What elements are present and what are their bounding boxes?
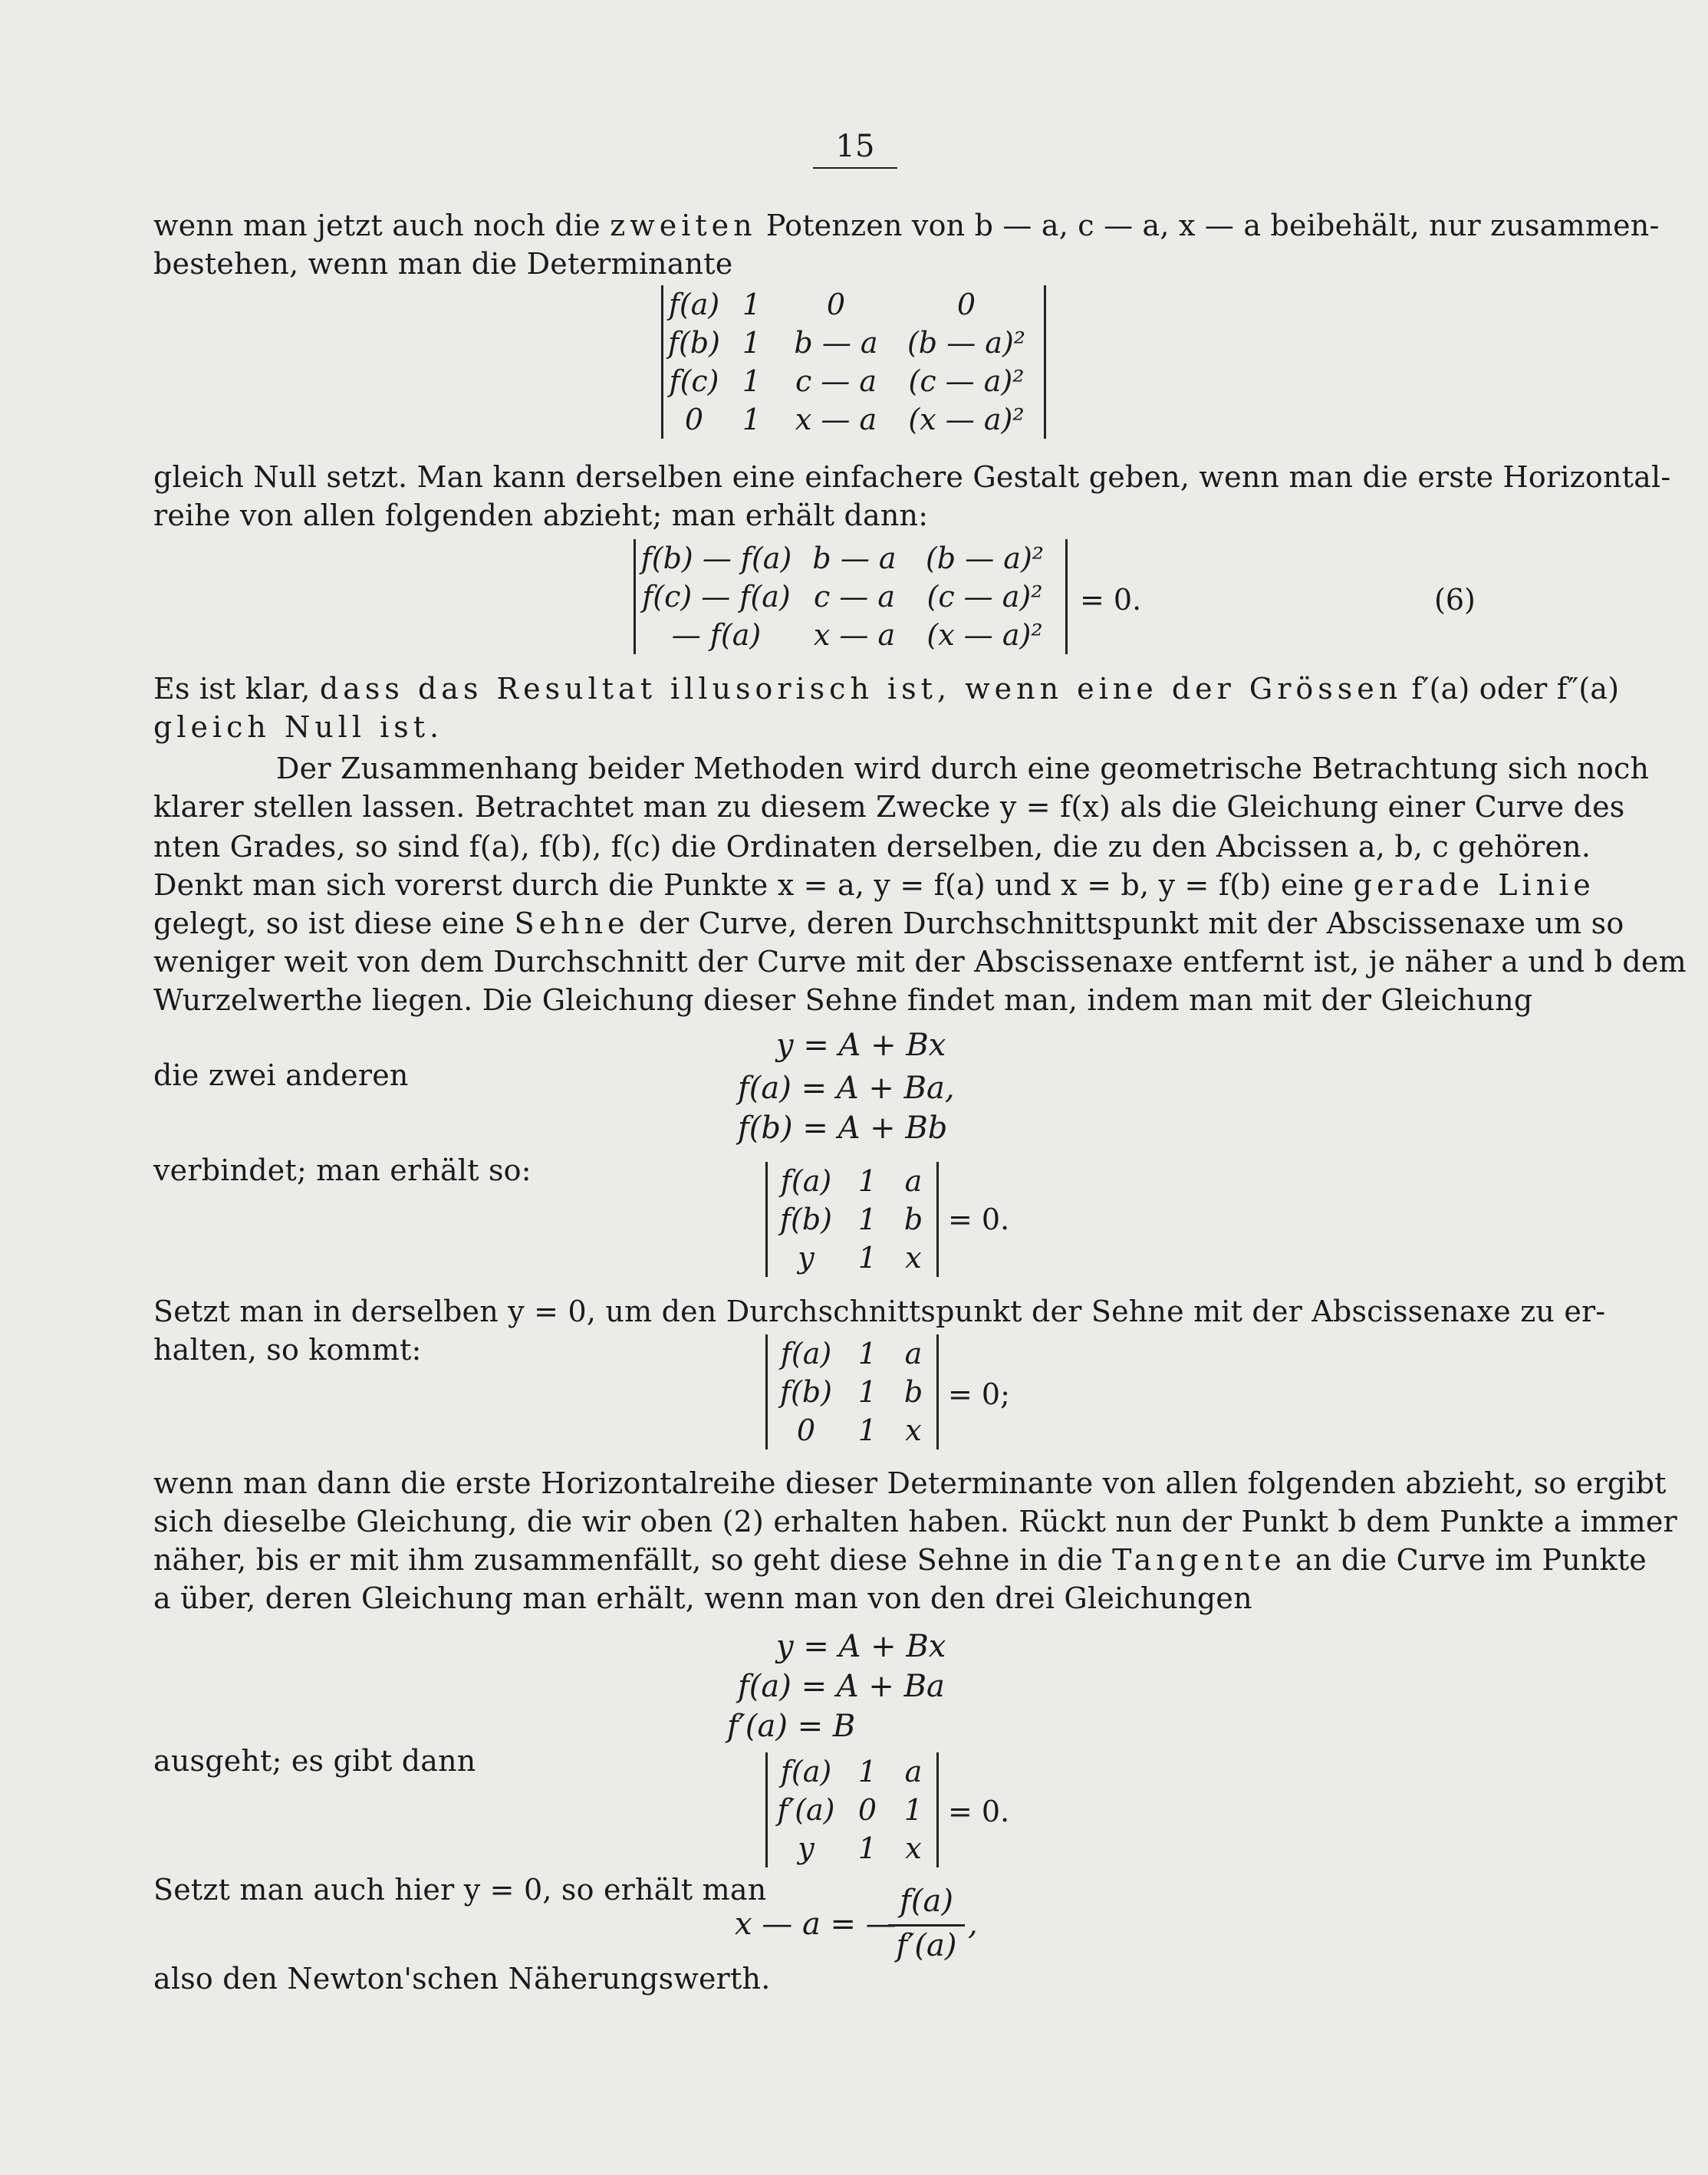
text-line: gleich Null ist. bbox=[153, 710, 444, 744]
determinant-3 bbox=[765, 1162, 939, 1277]
matrix-row bbox=[768, 1752, 936, 1791]
matrix-cell: 1 bbox=[857, 1241, 877, 1275]
matrix-cell: f(b) — f(a) bbox=[640, 541, 792, 575]
matrix-cell: f(a) bbox=[780, 1337, 832, 1370]
text-line: gleich Null setzt. Man kann derselben eine einfachere Gestalt geben, wenn man die erste Horizontal- bbox=[153, 460, 1671, 494]
text-line bbox=[153, 672, 1619, 706]
matrix-cell: (b — a)² bbox=[907, 326, 1026, 360]
matrix-cell: 1 bbox=[857, 1337, 877, 1370]
text-line: sich dieselbe Gleichung, die wir oben (2) erhalten haben. Rückt nun der Punkt b dem Punkte a immer bbox=[153, 1505, 1677, 1538]
text-span: Denkt man sich vorerst durch die Punkte x = a, y = f(a) und x = b, y = f(b) eine bbox=[153, 868, 1344, 902]
matrix-row bbox=[768, 1373, 936, 1411]
matrix-cell: 0 bbox=[796, 1413, 816, 1447]
matrix-row bbox=[768, 1162, 936, 1200]
determinant-4 bbox=[765, 1334, 939, 1449]
matrix-cell: (x — a)² bbox=[926, 618, 1043, 652]
text-line: Setzt man in derselben y = 0, um den Durchschnittspunkt der Sehne mit der Abscissenaxe zu er- bbox=[153, 1295, 1606, 1328]
matrix-cell: x bbox=[905, 1413, 922, 1447]
text-span: f′(a) oder f″(a) bbox=[1411, 672, 1620, 706]
matrix-cell: c — a bbox=[813, 580, 896, 614]
text-line bbox=[153, 209, 1659, 242]
matrix-row bbox=[636, 577, 1065, 616]
matrix-cell: f(b) bbox=[779, 1203, 833, 1236]
emphasis-text: dass das Resultat illusorisch ist, wenn eine der Grössen bbox=[319, 672, 1403, 706]
text-line: halten, so kommt: bbox=[153, 1333, 422, 1367]
matrix-cell: 0 bbox=[826, 288, 846, 321]
matrix-row bbox=[768, 1829, 936, 1867]
matrix-cell: y bbox=[798, 1241, 815, 1275]
determinant-2 bbox=[634, 539, 1068, 654]
equation: y = A + Bx bbox=[776, 1028, 946, 1063]
matrix-cell: 1 bbox=[857, 1375, 877, 1409]
equation-tail: = 0. bbox=[948, 1203, 1010, 1236]
matrix-cell: f′(a) bbox=[777, 1793, 835, 1827]
text-span: Potenzen von b — a, c — a, x — a beibehält, nur zusammen- bbox=[765, 209, 1660, 242]
matrix-cell: (c — a)² bbox=[908, 364, 1025, 398]
matrix-row bbox=[663, 285, 1044, 324]
matrix-cell: 1 bbox=[742, 403, 762, 436]
text-span: näher, bis er mit ihm zusammenfällt, so geht diese Sehne in die bbox=[153, 1543, 1103, 1577]
text-span: wenn man jetzt auch noch die bbox=[153, 209, 601, 242]
matrix-cell: 1 bbox=[857, 1413, 877, 1447]
emphasis-text: zweiten bbox=[610, 209, 757, 242]
matrix-cell: (x — a)² bbox=[908, 403, 1025, 436]
text-line: Wurzelwerthe liegen. Die Gleichung dieser Sehne findet man, indem man mit der Gleichung bbox=[153, 983, 1533, 1017]
equation: f(a) = A + Ba bbox=[738, 1669, 945, 1704]
text-span: gelegt, so ist diese eine bbox=[153, 907, 505, 940]
equation: x — a = — bbox=[735, 1907, 897, 1942]
equation: f′(a) = B bbox=[727, 1709, 856, 1744]
matrix-cell: 1 bbox=[742, 364, 762, 398]
fraction-numerator: f(a) bbox=[900, 1884, 953, 1919]
matrix-cell: 0 bbox=[684, 403, 704, 436]
text-line: die zwei anderen bbox=[153, 1058, 409, 1092]
matrix-cell: a bbox=[904, 1164, 923, 1198]
matrix-cell: 0 bbox=[857, 1793, 877, 1827]
matrix-cell: (c — a)² bbox=[926, 580, 1043, 614]
text-line bbox=[153, 868, 1595, 902]
matrix-cell: f(a) bbox=[668, 288, 720, 321]
equation-tail: = 0. bbox=[948, 1795, 1010, 1828]
text-line: verbindet; man erhält so: bbox=[153, 1153, 531, 1187]
matrix-cell: b bbox=[903, 1203, 923, 1236]
text-span: der Curve, deren Durchschnittspunkt mit der Abscissenaxe um so bbox=[638, 907, 1624, 940]
page-number: 15 bbox=[813, 129, 897, 169]
matrix-row bbox=[768, 1200, 936, 1239]
matrix-cell: f(b) bbox=[779, 1375, 833, 1409]
text-line bbox=[153, 1543, 1647, 1577]
text-line: weniger weit von dem Durchschnitt der Curve mit der Abscissenaxe entfernt ist, je näher a und b dem bbox=[153, 945, 1687, 979]
matrix-cell: 1 bbox=[857, 1755, 877, 1788]
text-line: reihe von allen folgenden abzieht; man erhält dann: bbox=[153, 499, 929, 532]
matrix-cell: (b — a)² bbox=[925, 541, 1045, 575]
matrix-cell: f(a) bbox=[780, 1755, 832, 1788]
matrix-cell: x — a bbox=[813, 618, 896, 652]
equation-number: (6) bbox=[1434, 583, 1476, 617]
matrix-cell: 1 bbox=[857, 1203, 877, 1236]
matrix-cell: c — a bbox=[795, 364, 877, 398]
matrix-cell: a bbox=[904, 1755, 923, 1788]
text-span: an die Curve im Punkte bbox=[1295, 1543, 1647, 1577]
determinant-5 bbox=[765, 1752, 939, 1867]
matrix-cell: 0 bbox=[956, 288, 976, 321]
matrix-row bbox=[636, 539, 1065, 577]
matrix-row bbox=[768, 1334, 936, 1373]
equation-tail: = 0; bbox=[948, 1377, 1010, 1411]
matrix-row bbox=[768, 1239, 936, 1277]
text-line: bestehen, wenn man die Determinante bbox=[153, 247, 733, 281]
matrix-cell: 1 bbox=[857, 1831, 877, 1865]
matrix-row bbox=[768, 1411, 936, 1449]
fraction-bar bbox=[888, 1924, 965, 1927]
determinant-1 bbox=[661, 285, 1046, 439]
text-span: Es ist klar, bbox=[153, 672, 311, 706]
matrix-cell: b bbox=[903, 1375, 923, 1409]
text-line bbox=[153, 907, 1624, 940]
matrix-cell: 1 bbox=[742, 288, 762, 321]
text-line: Setzt man auch hier y = 0, so erhält man bbox=[153, 1873, 767, 1907]
equation: f(b) = A + Bb bbox=[738, 1111, 948, 1146]
matrix-row bbox=[663, 400, 1044, 439]
equation: f(a) = A + Ba, bbox=[738, 1071, 955, 1106]
matrix-cell: f(c) bbox=[669, 364, 719, 398]
fraction-denominator: f′(a) bbox=[896, 1928, 957, 1963]
matrix-cell: b — a bbox=[812, 541, 897, 575]
matrix-row bbox=[663, 362, 1044, 400]
matrix-cell: f(a) bbox=[780, 1164, 832, 1198]
matrix-cell: 1 bbox=[857, 1164, 877, 1198]
text-line: Der Zusammenhang beider Methoden wird durch eine geometrische Betrachtung sich noch bbox=[276, 752, 1650, 785]
matrix-cell: 1 bbox=[903, 1793, 923, 1827]
matrix-cell: 1 bbox=[742, 326, 762, 360]
text-line: also den Newton'schen Näherungswerth. bbox=[153, 1962, 771, 1996]
text-line: wenn man dann die erste Horizontalreihe dieser Determinante von allen folgenden abzieht, so ergibt bbox=[153, 1466, 1667, 1500]
matrix-cell: b — a bbox=[794, 326, 878, 360]
matrix-cell: x — a bbox=[795, 403, 877, 436]
matrix-cell: y bbox=[798, 1831, 815, 1865]
equation: , bbox=[968, 1907, 978, 1942]
matrix-cell: f(b) bbox=[667, 326, 721, 360]
text-line: nten Grades, so sind f(a), f(b), f(c) die Ordinaten derselben, die zu den Abcissen a, b, c gehören. bbox=[153, 830, 1591, 864]
matrix-row bbox=[636, 616, 1065, 654]
emphasis-text: gerade Linie bbox=[1353, 868, 1595, 902]
matrix-cell: f(c) — f(a) bbox=[642, 580, 791, 614]
text-line: klarer stellen lassen. Betrachtet man zu diesem Zwecke y = f(x) als die Gleichung einer Curve des bbox=[153, 790, 1625, 824]
emphasis-text: Tangente bbox=[1112, 1543, 1286, 1577]
matrix-cell: — f(a) bbox=[671, 618, 762, 652]
text-line: a über, deren Gleichung man erhält, wenn man von den drei Gleichungen bbox=[153, 1581, 1252, 1615]
emphasis-text: Sehne bbox=[514, 907, 630, 940]
matrix-cell: x bbox=[905, 1241, 922, 1275]
matrix-cell: a bbox=[904, 1337, 923, 1370]
equation: y = A + Bx bbox=[776, 1629, 946, 1664]
matrix-cell: x bbox=[905, 1831, 922, 1865]
matrix-row bbox=[768, 1791, 936, 1829]
equation-tail: = 0. bbox=[1080, 583, 1142, 617]
matrix-row bbox=[663, 324, 1044, 362]
text-line: ausgeht; es gibt dann bbox=[153, 1744, 476, 1778]
